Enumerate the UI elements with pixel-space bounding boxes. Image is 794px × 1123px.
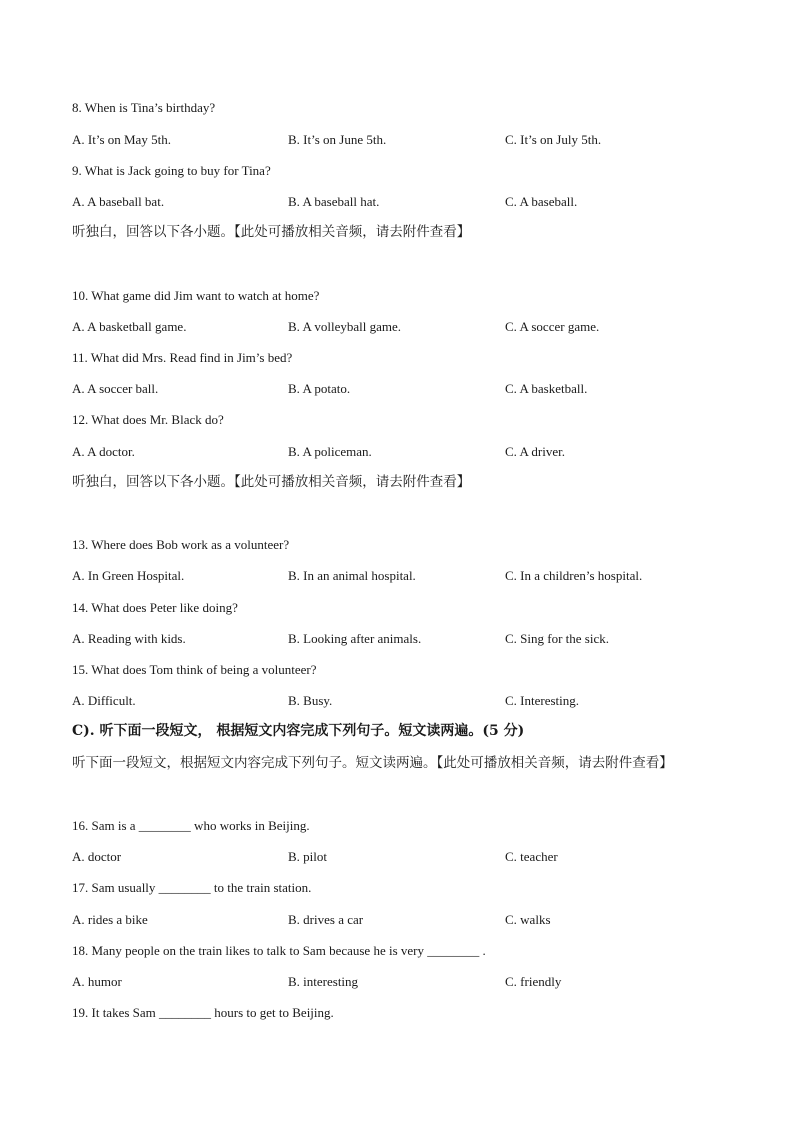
- question-18: 18. Many people on the train likes to talk to Sam because he is very ________ .: [72, 943, 486, 958]
- option-18b: B. interesting: [288, 974, 359, 989]
- option-10a: A. A basketball game.: [72, 319, 187, 334]
- option-17a: A. rides a bike: [72, 912, 148, 927]
- section-c-heading: C). 听下面一段短文， 根据短文内容完成下列句子。短文读两遍。(5 分): [72, 723, 525, 739]
- question-14: 14. What does Peter like doing?: [72, 600, 238, 615]
- options-16: [72, 849, 732, 865]
- option-16a: A. doctor: [72, 849, 122, 864]
- options-17: [72, 912, 732, 928]
- option-13c: C. In a children’s hospital.: [505, 568, 643, 583]
- option-8a: A. It’s on May 5th.: [72, 132, 171, 147]
- option-14c: C. Sing for the sick.: [505, 631, 609, 646]
- option-8b: B. It’s on June 5th.: [288, 132, 387, 147]
- options-11: [72, 381, 732, 397]
- option-10c: C. A soccer game.: [505, 319, 600, 334]
- options-12: [72, 444, 732, 460]
- question-16: 16. Sam is a ________ who works in Beijing.: [72, 818, 310, 833]
- option-16b: B. pilot: [288, 849, 328, 864]
- option-12b: B. A policeman.: [288, 444, 372, 459]
- option-12a: A. A doctor.: [72, 444, 135, 459]
- options-14: [72, 631, 732, 647]
- option-11c: C. A basketball.: [505, 381, 588, 396]
- option-15c: C. Interesting.: [505, 693, 580, 708]
- option-13b: B. In an animal hospital.: [288, 568, 416, 583]
- options-13: [72, 568, 732, 584]
- option-12c: C. A driver.: [505, 444, 565, 459]
- option-18c: C. friendly: [505, 974, 562, 989]
- option-18a: A. humor: [72, 974, 122, 989]
- option-14b: B. Looking after animals.: [288, 631, 422, 646]
- audio-instruction-2: 听独白，回答以下各小题。【此处可播放相关音频，请去附件查看】: [72, 474, 471, 490]
- question-9: 9. What is Jack going to buy for Tina?: [72, 163, 271, 178]
- options-10: [72, 319, 732, 335]
- option-9b: B. A baseball hat.: [288, 194, 380, 209]
- question-8: 8. When is Tina’s birthday?: [72, 100, 216, 115]
- option-11b: B. A potato.: [288, 381, 351, 396]
- options-18: [72, 974, 732, 990]
- option-13a: A. In Green Hospital.: [72, 568, 185, 583]
- option-15a: A. Difficult.: [72, 693, 136, 708]
- option-15b: B. Busy.: [288, 693, 333, 708]
- option-14a: A. Reading with kids.: [72, 631, 186, 646]
- question-10: 10. What game did Jim want to watch at home?: [72, 288, 320, 303]
- question-13: 13. Where does Bob work as a volunteer?: [72, 537, 290, 552]
- option-16c: C. teacher: [505, 849, 558, 864]
- audio-instruction-3: 听下面一段短文，根据短文内容完成下列句子。短文读两遍。【此处可播放相关音频，请去附件查看】: [72, 755, 673, 771]
- option-17c: C. walks: [505, 912, 551, 927]
- question-12: 12. What does Mr. Black do?: [72, 412, 224, 427]
- option-17b: B. drives a car: [288, 912, 364, 927]
- option-10b: B. A volleyball game.: [288, 319, 402, 334]
- options-9: [72, 194, 732, 210]
- option-9c: C. A baseball.: [505, 194, 578, 209]
- audio-instruction-1: 听独白，回答以下各小题。【此处可播放相关音频，请去附件查看】: [72, 224, 471, 240]
- question-15: 15. What does Tom think of being a volunteer?: [72, 662, 317, 677]
- question-11: 11. What did Mrs. Read find in Jim’s bed?: [72, 350, 293, 365]
- question-17: 17. Sam usually ________ to the train station.: [72, 880, 312, 895]
- option-11a: A. A soccer ball.: [72, 381, 159, 396]
- option-9a: A. A baseball bat.: [72, 194, 165, 209]
- options-8: [72, 132, 732, 148]
- options-15: [72, 693, 732, 709]
- option-8c: C. It’s on July 5th.: [505, 132, 602, 147]
- question-19: 19. It takes Sam ________ hours to get to Beijing.: [72, 1005, 334, 1020]
